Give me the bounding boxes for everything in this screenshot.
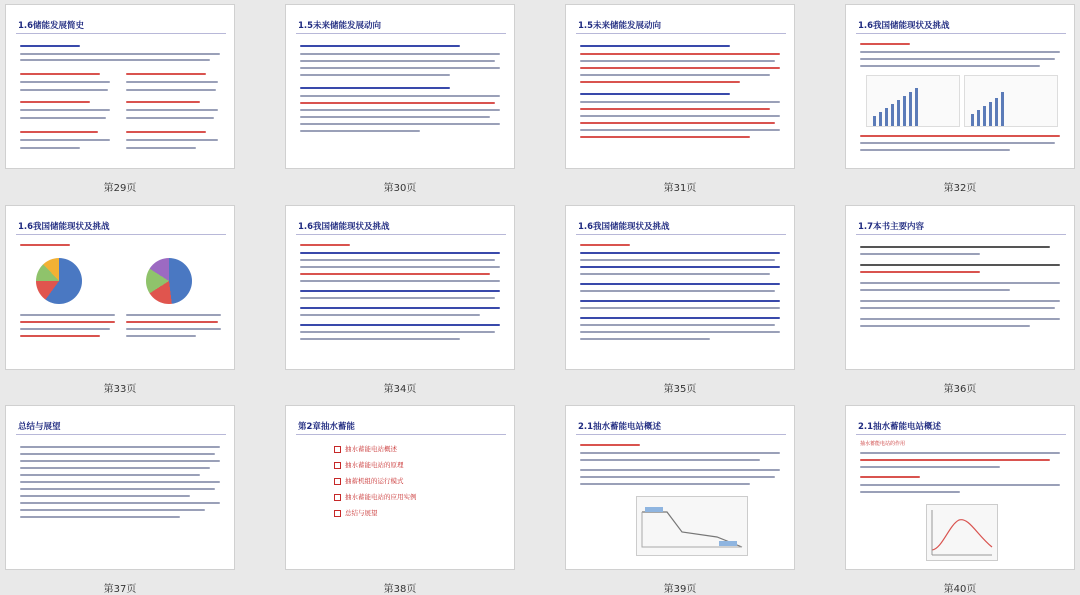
- title-rule: [856, 234, 1066, 235]
- slide-31[interactable]: [565, 4, 795, 169]
- checkbox-icon: [334, 462, 341, 469]
- page-number: 第37页: [103, 584, 137, 595]
- slide-36[interactable]: [845, 205, 1075, 370]
- slide-title: 1.6我国储能现状及挑战: [18, 222, 110, 232]
- slide-32[interactable]: [845, 4, 1075, 169]
- page-number: 第32页: [943, 183, 977, 194]
- page-number: 第35页: [663, 384, 697, 395]
- pie-chart-left: [36, 258, 82, 304]
- slide-30[interactable]: [285, 4, 515, 169]
- pie-chart-right: [146, 258, 192, 304]
- checkbox-icon: [334, 478, 341, 485]
- title-rule: [576, 234, 786, 235]
- slide-38[interactable]: [285, 405, 515, 570]
- title-rule: [16, 434, 226, 435]
- page-number: 第34页: [383, 384, 417, 395]
- slide-title: 1.6我国储能现状及挑战: [578, 222, 670, 232]
- page-number: 第40页: [943, 584, 977, 595]
- slide-39[interactable]: [565, 405, 795, 570]
- slide-40[interactable]: [845, 405, 1075, 570]
- slide-33[interactable]: [5, 205, 235, 370]
- slide-37[interactable]: [5, 405, 235, 570]
- slide-title: 1.6我国储能现状及挑战: [298, 222, 390, 232]
- slide-title: 总结与展望: [18, 422, 61, 432]
- bar-chart-left: [866, 75, 960, 127]
- title-rule: [16, 234, 226, 235]
- title-rule: [16, 33, 226, 34]
- slide-title: 1.6储能发展简史: [18, 21, 85, 31]
- section-subheading: 抽水蓄能电站的作用: [860, 441, 906, 447]
- slide-29[interactable]: [5, 4, 235, 169]
- slide-title: 1.6我国储能现状及挑战: [858, 21, 950, 31]
- slide-title: 1.7本书主要内容: [858, 222, 925, 232]
- curve-svg: [927, 505, 997, 560]
- toc-item: 抽蓄机组的运行模式: [334, 476, 404, 485]
- title-rule: [856, 33, 1066, 34]
- pumped-storage-diagram: [636, 496, 748, 556]
- slide-title: 1.5未来储能发展动向: [578, 21, 662, 31]
- load-curve-diagram: [926, 504, 998, 561]
- diagram-svg: [637, 497, 747, 555]
- title-rule: [856, 434, 1066, 435]
- slide-title: 第2章抽水蓄能: [298, 422, 355, 432]
- page-number: 第36页: [943, 384, 977, 395]
- title-rule: [296, 234, 506, 235]
- slide-34[interactable]: [285, 205, 515, 370]
- toc-item: 抽水蓄能电站概述: [334, 444, 397, 453]
- slide-35[interactable]: [565, 205, 795, 370]
- title-rule: [576, 434, 786, 435]
- toc-item: 总结与展望: [334, 508, 378, 517]
- slide-title: 2.1抽水蓄能电站概述: [858, 422, 942, 432]
- page-number: 第39页: [663, 584, 697, 595]
- page-number: 第31页: [663, 183, 697, 194]
- title-rule: [296, 434, 506, 435]
- page-number: 第30页: [383, 183, 417, 194]
- slide-title: 2.1抽水蓄能电站概述: [578, 422, 662, 432]
- title-rule: [296, 33, 506, 34]
- toc-item: 抽水蓄能电站的应用实例: [334, 492, 417, 501]
- slide-title: 1.5未来储能发展动向: [298, 21, 382, 31]
- page-number: 第33页: [103, 384, 137, 395]
- title-rule: [576, 33, 786, 34]
- page-number: 第38页: [383, 584, 417, 595]
- bar-chart-right: [964, 75, 1058, 127]
- toc-item: 抽水蓄能电站的原理: [334, 460, 404, 469]
- checkbox-icon: [334, 510, 341, 517]
- checkbox-icon: [334, 446, 341, 453]
- page-number: 第29页: [103, 183, 137, 194]
- checkbox-icon: [334, 494, 341, 501]
